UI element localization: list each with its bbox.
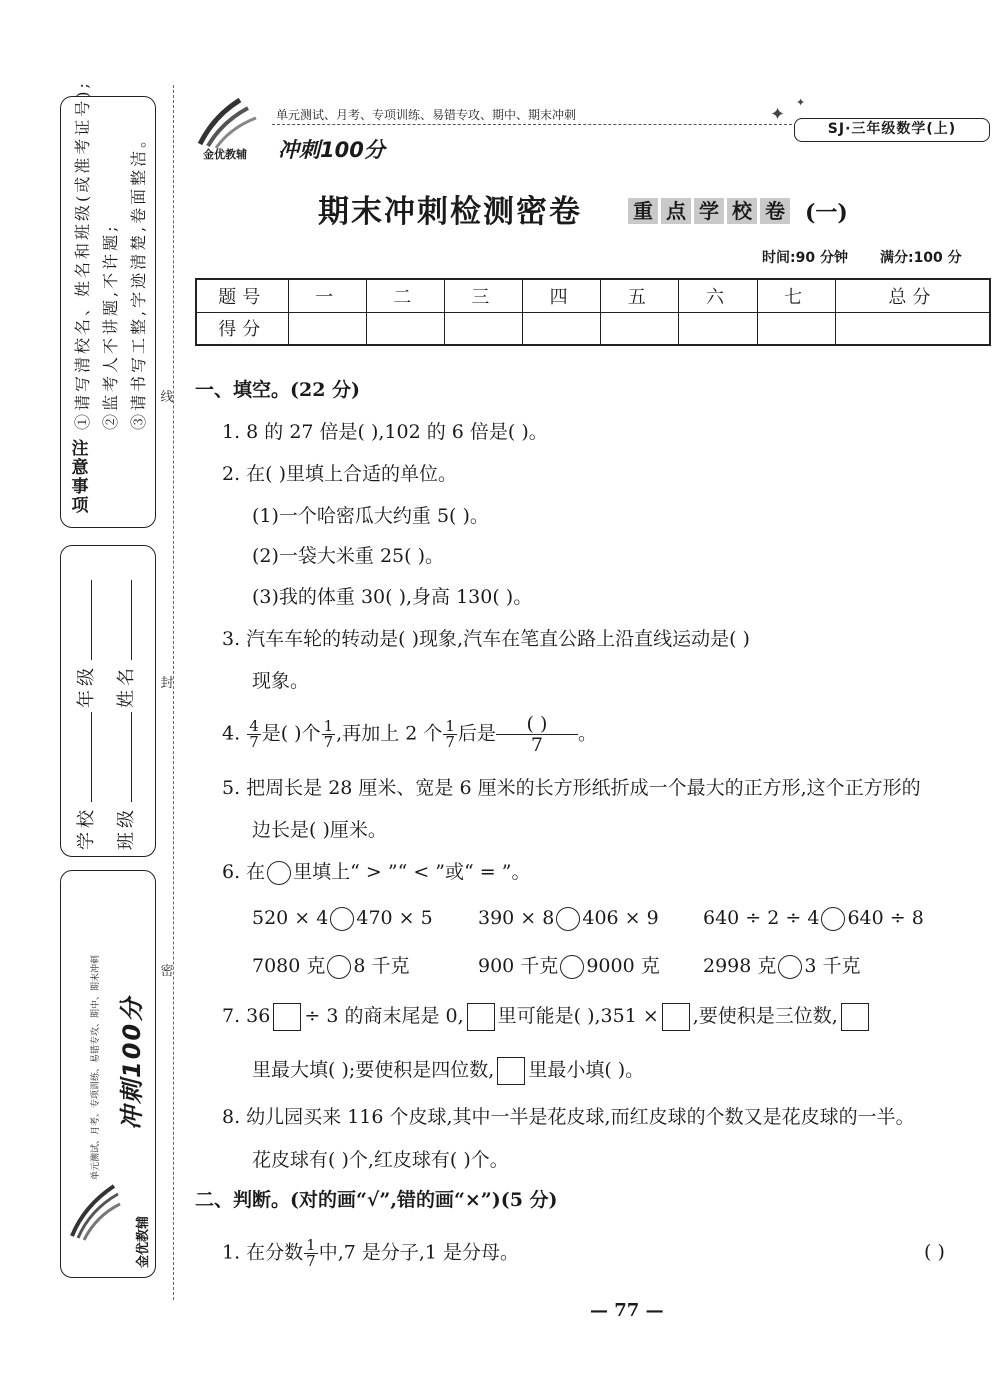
q7-text: 7. 36 xyxy=(222,1005,271,1027)
j1-text: 1. 在分数 xyxy=(222,1241,304,1264)
numerator: 4 xyxy=(249,717,259,735)
question-3-line-2: 现象。 xyxy=(252,670,310,692)
sparkle-small-icon: ✦ xyxy=(796,96,806,109)
compare-circle[interactable] xyxy=(560,955,584,979)
judge-1 xyxy=(222,1238,519,1269)
score-input[interactable] xyxy=(757,312,835,345)
score-input[interactable] xyxy=(444,312,522,345)
score-input[interactable] xyxy=(601,312,679,345)
q7-text: ÷ 3 的商末尾是 0, xyxy=(304,1005,464,1027)
compare-right: 9000 克 xyxy=(586,955,660,977)
compare-4 xyxy=(252,954,410,979)
header-divider xyxy=(272,124,792,125)
notice-line-1: ①请写清校名、姓名和班级(或准考证号); xyxy=(73,80,92,430)
numerator: 1 xyxy=(306,1236,316,1254)
fraction-1-7 xyxy=(322,719,336,750)
header-series: 单元测试、月考、专项训练、易错专攻、期中、期末冲刺 xyxy=(276,108,577,122)
cut-mark-line: 线 xyxy=(160,390,174,405)
brand-title-text: 冲刺100分 xyxy=(118,995,146,1130)
header-brand-title: 冲刺100分 xyxy=(278,138,385,162)
judge-1-answer[interactable]: ( ) xyxy=(924,1241,945,1263)
compare-circle[interactable] xyxy=(327,955,351,979)
score-cell: 得分 xyxy=(196,312,288,345)
question-3-line-1: 3. 汽车车轮的转动是( )现象,汽车在笔直公路上沿直线运动是( ) xyxy=(222,628,750,650)
compare-left: 900 千克 xyxy=(478,955,559,977)
score-cell: 四 xyxy=(523,279,601,312)
compare-left: 640 ÷ 2 ÷ 4 xyxy=(703,907,820,929)
cut-mark-seal: 封 xyxy=(160,676,174,691)
score-header-row xyxy=(196,279,990,312)
denominator: 7 xyxy=(445,733,455,751)
blank-box[interactable] xyxy=(467,1003,495,1031)
notice-line-3: ③请书写工整,字迹清楚,卷面整洁。 xyxy=(129,128,148,430)
score-cell: 二 xyxy=(366,279,444,312)
brand-logo-text: 金优教辅 xyxy=(136,1215,151,1268)
score-cell: 六 xyxy=(679,279,757,312)
title-suffix: (一) xyxy=(805,200,848,226)
tag-char: 校 xyxy=(727,198,757,224)
score-cell: 一 xyxy=(288,279,366,312)
q4-text: 后是 xyxy=(457,722,496,745)
question-2-3: (3)我的体重 30( ),身高 130( )。 xyxy=(252,586,533,608)
cut-line xyxy=(173,85,174,1300)
q4-text: ,再加上 2 个 xyxy=(336,722,443,745)
compare-left: 520 × 4 xyxy=(252,907,329,929)
logo-name: 金优教辅 xyxy=(203,148,247,161)
blank-box[interactable] xyxy=(497,1057,525,1085)
brand-logo-icon xyxy=(196,96,270,150)
score-input[interactable] xyxy=(523,312,601,345)
score-cell: 题号 xyxy=(196,279,288,312)
page-title: 期末冲刺检测密卷 xyxy=(318,194,582,230)
cut-mark-secret: 密 xyxy=(160,964,174,979)
compare-5 xyxy=(478,954,660,979)
q7-text: ,要使积是三位数, xyxy=(692,1005,838,1027)
denominator: 7 xyxy=(249,733,259,751)
q4-number: 4. xyxy=(222,722,241,745)
fraction-1-7 xyxy=(443,719,457,750)
question-8-line-2: 花皮球有( )个,红皮球有( )个。 xyxy=(252,1149,509,1171)
score-input[interactable] xyxy=(366,312,444,345)
compare-circle[interactable] xyxy=(778,955,802,979)
sparkle-icon: ✦ xyxy=(770,104,786,125)
q7-text: 里可能是( ),351 × xyxy=(497,1005,659,1027)
section-2-heading: 二、判断。(对的画“√”,错的画“×”)(5 分) xyxy=(195,1189,558,1211)
compare-right: 640 ÷ 8 xyxy=(847,907,924,929)
compare-right: 406 × 9 xyxy=(582,907,659,929)
compare-left: 7080 克 xyxy=(252,955,326,977)
compare-3 xyxy=(703,906,924,931)
fraction-1-7 xyxy=(304,1238,318,1269)
score-input[interactable] xyxy=(835,312,990,345)
question-2-1: (1)一个哈密瓜大约重 5( )。 xyxy=(252,505,489,527)
compare-right: 3 千克 xyxy=(804,955,861,977)
numerator: 1 xyxy=(323,717,334,735)
tag-char: 卷 xyxy=(760,198,790,224)
brand-series-text: 单元测试、月考、专项训练、易错专攻、期中、期末冲刺 xyxy=(91,954,101,1180)
compare-left: 390 × 8 xyxy=(478,907,555,929)
question-1: 1. 8 的 27 倍是( ),102 的 6 倍是( )。 xyxy=(222,421,548,443)
denominator: 7 xyxy=(323,733,334,751)
binding-sidebar xyxy=(0,0,180,1373)
score-cell: 三 xyxy=(444,279,522,312)
notice-title: 注 意 事 项 xyxy=(71,439,89,516)
class-name-field: 班级姓名 xyxy=(112,576,138,850)
q7-text: 里最小填( )。 xyxy=(528,1059,645,1081)
answer-fraction[interactable] xyxy=(496,714,578,755)
q4-text: 是( )个 xyxy=(261,722,321,745)
question-7-line-1 xyxy=(222,1003,872,1031)
blank-box[interactable] xyxy=(662,1003,690,1031)
denominator: 7 xyxy=(306,1252,316,1270)
title-tag xyxy=(628,198,793,224)
tag-char: 点 xyxy=(661,198,691,224)
notice-line-2: ②监考人不讲题,不许题; xyxy=(101,223,120,430)
score-value-row xyxy=(196,312,990,345)
compare-6 xyxy=(703,954,861,979)
tag-char: 学 xyxy=(694,198,724,224)
score-input[interactable] xyxy=(288,312,366,345)
score-input[interactable] xyxy=(679,312,757,345)
book-logo-icon xyxy=(64,1176,124,1246)
q4-text: 。 xyxy=(577,722,597,745)
compare-circle[interactable] xyxy=(330,907,354,931)
numerator: ( ) xyxy=(496,714,578,735)
fraction-4-7 xyxy=(247,719,261,750)
grade-label: SJ·三年级数学(上) xyxy=(794,118,990,142)
compare-left: 2998 克 xyxy=(703,955,777,977)
blank-box[interactable] xyxy=(841,1003,869,1031)
question-2: 2. 在( )里填上合适的单位。 xyxy=(222,463,458,485)
circle-icon xyxy=(267,861,291,885)
blank-box[interactable] xyxy=(273,1003,301,1031)
school-grade-field: 学校年级 xyxy=(72,576,98,850)
compare-right: 470 × 5 xyxy=(356,907,433,929)
compare-2 xyxy=(478,906,659,931)
question-5-line-1: 5. 把周长是 28 厘米、宽是 6 厘米的长方形纸折成一个最大的正方形,这个正方形的 xyxy=(222,777,921,799)
compare-circle[interactable] xyxy=(556,907,580,931)
q6-text: 6. 在 xyxy=(222,861,266,883)
question-8-line-1: 8. 幼儿园买来 116 个皮球,其中一半是花皮球,而红皮球的个数又是花皮球的一半。 xyxy=(222,1106,915,1128)
question-6 xyxy=(222,860,530,885)
compare-1 xyxy=(252,906,433,931)
compare-right: 8 千克 xyxy=(353,955,410,977)
q6-text: 里填上“ > ”“ < ”或“ = ”。 xyxy=(293,861,531,883)
score-cell: 五 xyxy=(601,279,679,312)
score-table xyxy=(195,278,991,346)
exam-info xyxy=(762,247,962,267)
denominator: 7 xyxy=(530,734,543,756)
question-5-line-2: 边长是( )厘米。 xyxy=(252,819,387,841)
full-score: 满分:100 分 xyxy=(879,250,962,266)
score-cell: 总分 xyxy=(835,279,990,312)
numerator: 1 xyxy=(445,717,455,735)
j1-text: 中,7 是分子,1 是分母。 xyxy=(318,1241,520,1264)
q7-text: 里最大填( );要使积是四位数, xyxy=(252,1059,495,1081)
score-cell: 七 xyxy=(757,279,835,312)
compare-circle[interactable] xyxy=(821,907,845,931)
time-limit: 时间:90 分钟 xyxy=(762,250,848,266)
question-7-line-2 xyxy=(252,1057,644,1085)
tag-char: 重 xyxy=(628,198,658,224)
page-number: — 77 — xyxy=(590,1300,664,1321)
section-1-heading: 一、填空。(22 分) xyxy=(195,379,361,401)
question-2-2: (2)一袋大米重 25( )。 xyxy=(252,545,444,567)
question-4 xyxy=(222,714,597,755)
